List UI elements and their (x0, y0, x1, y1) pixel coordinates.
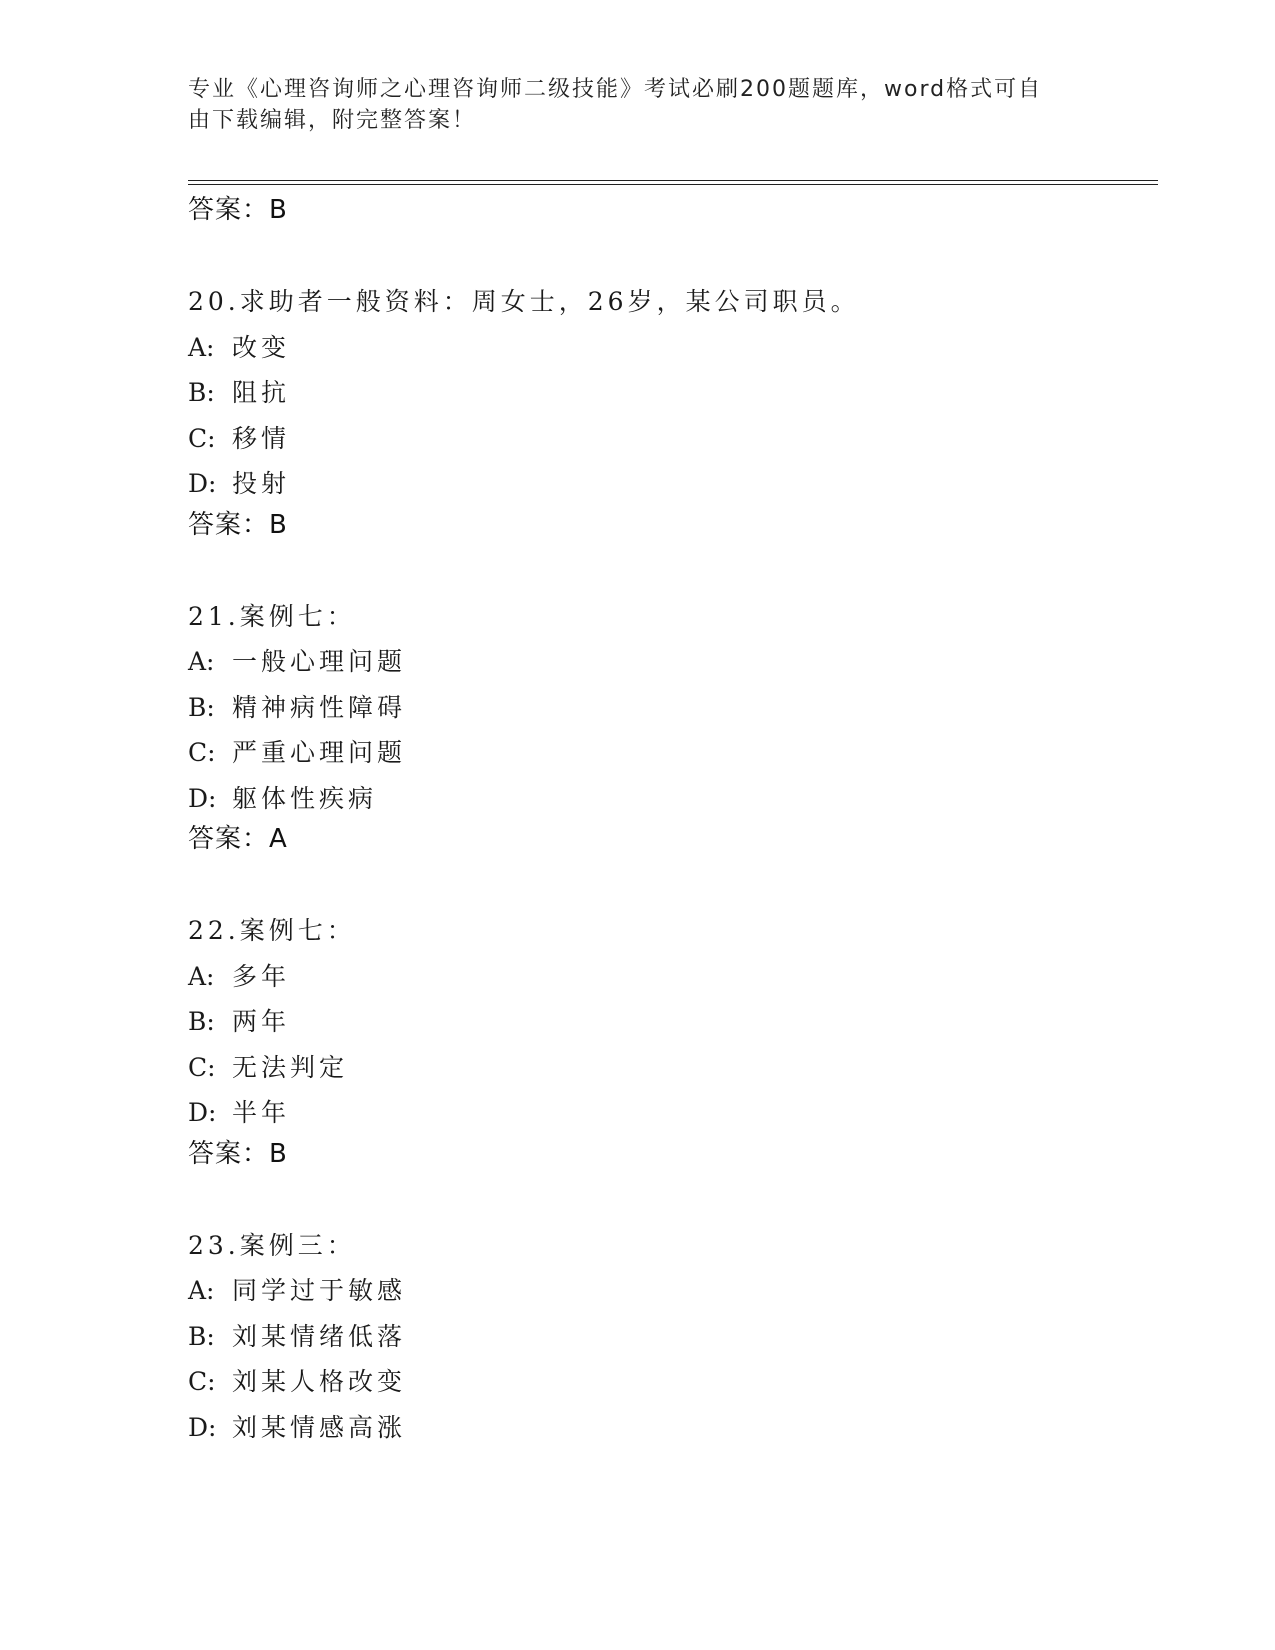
option-letter: B: (188, 378, 215, 407)
option-a (188, 325, 1148, 371)
option-letter: D: (188, 1412, 217, 1442)
option-letter: A: (188, 1276, 215, 1305)
option-b (188, 999, 1148, 1045)
option-a (188, 1268, 1148, 1314)
question-title: 21.案例七： (188, 601, 356, 631)
option-letter: D: (188, 783, 217, 813)
option-d (188, 1090, 1148, 1136)
option-text: 同学过于敏感 (232, 1276, 407, 1305)
question-item (188, 279, 1148, 594)
option-d (188, 1405, 1148, 1451)
question-title: 22.案例七： (188, 916, 356, 945)
answer-label: 答案：B (188, 509, 288, 540)
option-text: 多年 (232, 961, 291, 991)
option-text: 刘某情感高涨 (232, 1412, 407, 1442)
option-text: 投射 (232, 469, 291, 498)
question-item (188, 1223, 1148, 1451)
header-line-2: 由下载编辑，附完整答案！ (188, 108, 477, 133)
option-c (188, 416, 1148, 462)
option-letter: A: (188, 647, 215, 676)
option-letter: B: (188, 1321, 215, 1351)
option-a (188, 954, 1148, 1000)
option-letter: B: (188, 692, 215, 722)
option-c (188, 730, 1148, 776)
option-d (188, 461, 1148, 507)
option-b (188, 685, 1148, 731)
option-c (188, 1359, 1148, 1405)
option-letter: C: (188, 738, 216, 767)
option-text: 一般心理问题 (232, 647, 407, 676)
option-letter: C: (188, 1052, 216, 1082)
header-line-1: 专业《心理咨询师之心理咨询师二级技能》考试必刷200题题库，word格式可自 (188, 77, 1043, 102)
answer-label: 答案：A (188, 824, 288, 854)
question-title: 20.求助者一般资料：周女士，26岁，某公司职员。 (188, 287, 860, 316)
option-b (188, 370, 1148, 416)
option-text: 刘某情绪低落 (232, 1321, 407, 1351)
option-text: 躯体性疾病 (232, 783, 378, 813)
option-c (188, 1045, 1148, 1091)
option-letter: B: (188, 1007, 215, 1036)
option-a (188, 639, 1148, 685)
option-text: 两年 (232, 1007, 291, 1036)
option-text: 刘某人格改变 (232, 1367, 407, 1396)
question-list (188, 192, 1148, 1450)
option-d (188, 776, 1148, 822)
option-letter: A: (188, 332, 215, 362)
option-text: 无法判定 (232, 1052, 349, 1082)
option-letter: C: (188, 423, 216, 453)
header-rule-bottom (188, 184, 1158, 185)
header-rule-top (188, 180, 1158, 181)
document-header (188, 74, 1088, 136)
answer-label: 答案：B (188, 195, 288, 225)
option-text: 严重心理问题 (232, 738, 407, 767)
option-letter: C: (188, 1367, 216, 1396)
option-text: 精神病性障碍 (232, 692, 407, 722)
option-letter: D: (188, 1098, 217, 1127)
question-title: 23.案例三： (188, 1230, 356, 1260)
option-text: 改变 (232, 332, 291, 362)
option-text: 半年 (232, 1098, 291, 1127)
option-text: 移情 (232, 423, 291, 453)
option-letter: D: (188, 469, 217, 498)
answer-label: 答案：B (188, 1138, 288, 1169)
question-item (188, 594, 1148, 909)
option-letter: A: (188, 961, 215, 991)
option-text: 阻抗 (232, 378, 291, 407)
question-item (188, 908, 1148, 1223)
option-b (188, 1314, 1148, 1360)
